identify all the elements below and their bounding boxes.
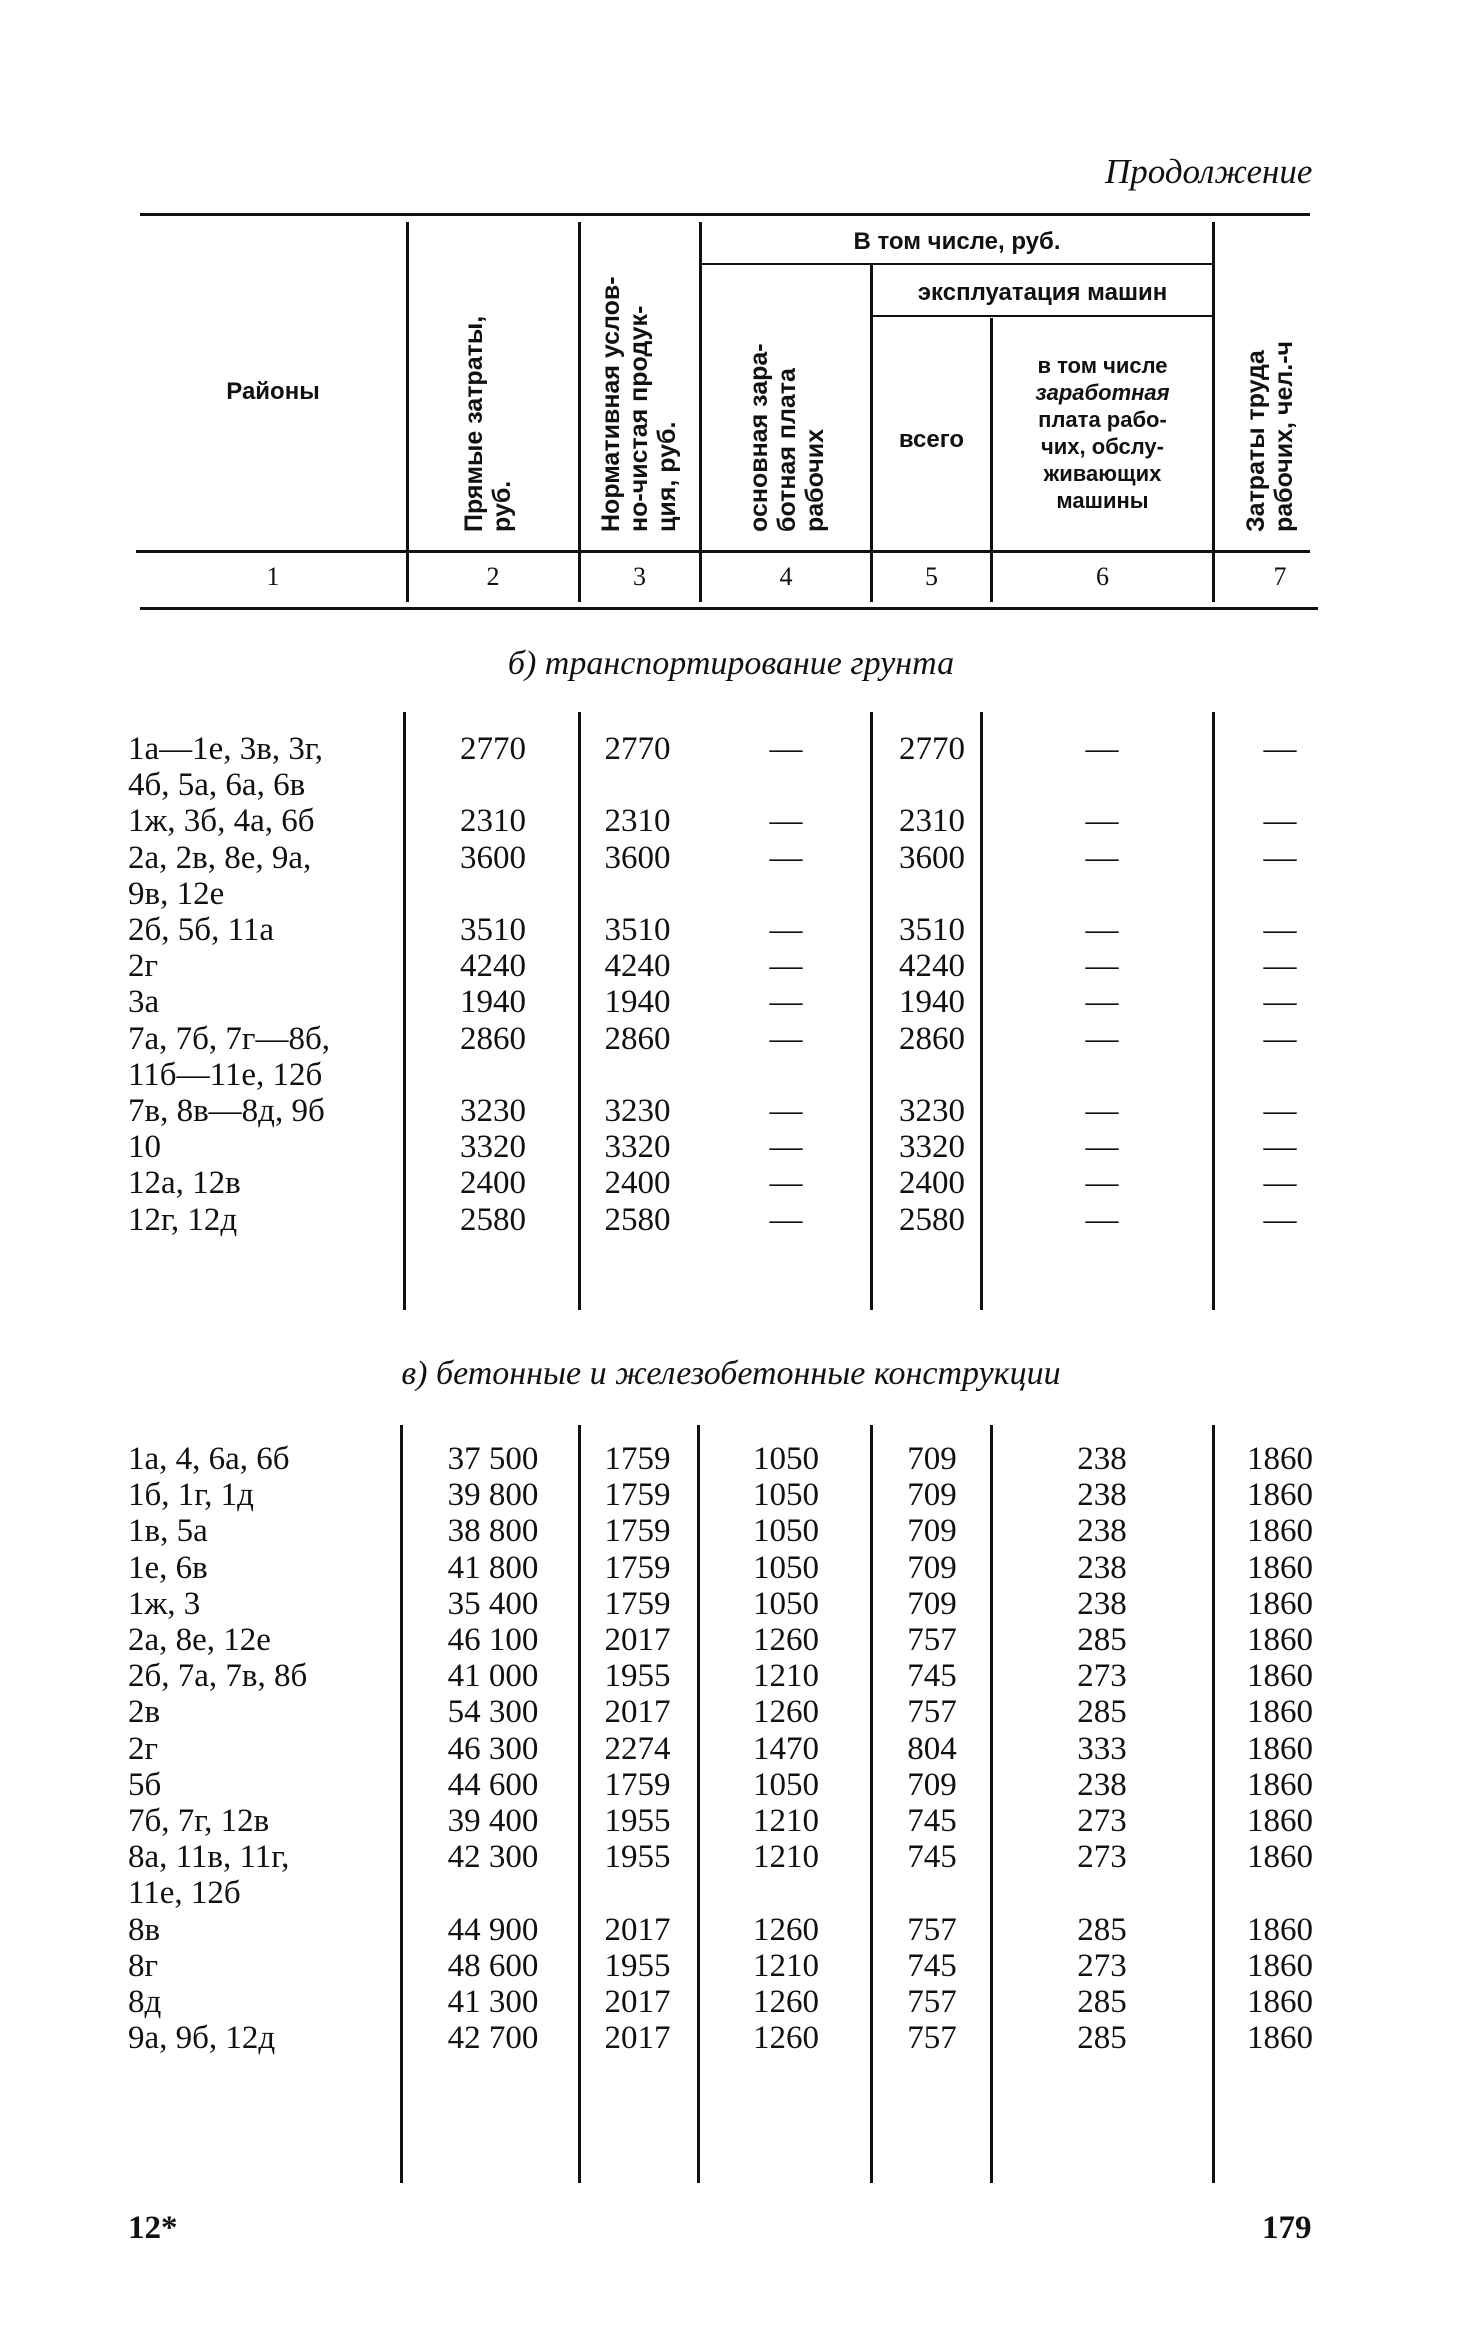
value-cell-c3: 1759: [604, 1441, 671, 1477]
value-cell-c4: —: [769, 1165, 803, 1202]
value-cell-c6: 285: [1077, 1622, 1127, 1658]
value-cell-c3: 1955: [604, 1658, 671, 1695]
value-cell-c2: 3230: [460, 1093, 526, 1129]
header-regions: Районы: [226, 378, 320, 405]
col-number-1: 1: [266, 562, 280, 591]
value-cell-c3: 3230: [604, 1093, 671, 1129]
value-cell-c3: 2310: [604, 803, 671, 840]
value-cell-c2: 2400: [460, 1165, 526, 1202]
value-cell-c2: 1940: [460, 984, 526, 1021]
value-cell-c6: 273: [1077, 1658, 1127, 1695]
value-cell-c6: —: [1085, 984, 1119, 1021]
region-cell: 2а, 8е, 12е: [128, 1622, 271, 1658]
value-cell-c4: 1260: [753, 1911, 819, 1948]
value-cell-c6: 238: [1077, 1549, 1127, 1586]
value-cell-c7: 1860: [1247, 1839, 1313, 1876]
value-cell-c7: 1860: [1247, 1441, 1313, 1477]
value-cell-c7: 1860: [1247, 1730, 1313, 1767]
region-cell: 10: [128, 1129, 161, 1166]
table-row: [0, 1202, 1462, 1239]
signature-mark: 12*: [128, 2210, 178, 2246]
value-cell-c5: 757: [907, 1622, 957, 1658]
region-cell: 12а, 12в: [128, 1165, 241, 1202]
value-cell-c3: 3600: [604, 839, 671, 876]
table-row: [0, 1948, 1462, 1985]
section-title-transport: б) транспортирование грунта: [507, 645, 955, 682]
value-cell-c4: 1050: [753, 1477, 819, 1514]
region-cell: 2б, 5б, 11а: [128, 912, 275, 948]
value-cell-c4: —: [769, 1201, 803, 1238]
value-cell-c4: —: [769, 948, 803, 985]
col-number-4: 4: [779, 562, 793, 591]
value-cell-c6: 285: [1077, 1911, 1127, 1948]
header-base-wage: основная зара- ботная плата рабочих: [745, 343, 829, 532]
header-labor-costs: Затраты труда рабочих, чел.-ч: [1242, 340, 1298, 532]
value-cell-c4: 1260: [753, 1622, 819, 1658]
region-cell: 1ж, 3б, 4а, 6б: [128, 803, 315, 840]
value-cell-c7: 1860: [1247, 1622, 1313, 1658]
table-row: [0, 948, 1462, 985]
header-bottom-rule: [136, 550, 1310, 553]
value-cell-c2: 2770: [460, 731, 526, 767]
table-row-continuation: [0, 876, 1462, 913]
value-cell-c2: 44 900: [447, 1911, 539, 1948]
value-cell-c4: 1260: [753, 1694, 819, 1731]
continuation-label: Продолжение: [1105, 152, 1313, 191]
value-cell-c3: 1955: [604, 1839, 671, 1876]
group-underline: [702, 263, 1212, 265]
value-cell-c5: 3320: [899, 1129, 965, 1166]
value-cell-c6: 285: [1077, 1984, 1127, 2020]
value-cell-c5: 745: [907, 1803, 957, 1839]
table-row: [0, 1477, 1462, 1514]
value-cell-c3: 1955: [604, 1947, 671, 1984]
table-row: [0, 2020, 1462, 2057]
table-row: [0, 912, 1462, 949]
value-cell-c4: —: [769, 912, 803, 948]
value-cell-c4: 1210: [753, 1658, 819, 1695]
value-cell-c5: 709: [907, 1441, 957, 1477]
value-cell-c7: —: [1263, 1020, 1297, 1057]
region-cell: 1а, 4, 6а, 6б: [128, 1441, 290, 1477]
numbers-bottom-rule: [140, 607, 1318, 610]
value-cell-c5: 804: [907, 1730, 957, 1767]
value-cell-c7: 1860: [1247, 1477, 1313, 1514]
value-cell-c3: 1759: [604, 1766, 671, 1803]
value-cell-c7: 1860: [1247, 1947, 1313, 1984]
region-cell: 2г: [128, 1730, 159, 1767]
value-cell-c2: 46 300: [447, 1730, 539, 1767]
region-cell: 11б—11е, 12б: [128, 1056, 323, 1093]
value-cell-c5: 2770: [899, 731, 965, 767]
value-cell-c6: 285: [1077, 2020, 1127, 2057]
table-row: [0, 840, 1462, 877]
value-cell-c2: 3510: [460, 912, 526, 948]
value-cell-c7: —: [1263, 839, 1297, 876]
value-cell-c5: 709: [907, 1513, 957, 1550]
value-cell-c3: 3320: [604, 1129, 671, 1166]
value-cell-c3: 2017: [604, 1984, 671, 2020]
header-group-title: В том числе, руб.: [853, 228, 1061, 255]
table-row: [0, 1767, 1462, 1804]
value-cell-c7: 1860: [1247, 1513, 1313, 1550]
header-divider-2: [578, 222, 581, 602]
region-cell: 9в, 12е: [128, 875, 225, 912]
table-row: [0, 1513, 1462, 1550]
value-cell-c7: 1860: [1247, 1911, 1313, 1948]
table-row: [0, 1165, 1462, 1202]
region-cell: 1а—1е, 3в, 3г,: [128, 731, 323, 767]
value-cell-c4: —: [769, 839, 803, 876]
table-row: [0, 1129, 1462, 1166]
header-divider-3: [699, 222, 702, 602]
value-cell-c6: —: [1085, 948, 1119, 985]
value-cell-c2: 2860: [460, 1020, 526, 1057]
value-cell-c2: 39 400: [447, 1803, 539, 1839]
header-divider-1: [406, 222, 409, 602]
value-cell-c5: 2400: [899, 1165, 965, 1202]
value-cell-c4: 1260: [753, 1984, 819, 2020]
value-cell-c7: 1860: [1247, 1766, 1313, 1803]
value-cell-c4: 1050: [753, 1441, 819, 1477]
region-cell: 7а, 7б, 7г—8б,: [128, 1020, 331, 1057]
value-cell-c4: —: [769, 1129, 803, 1166]
value-cell-c6: —: [1085, 1020, 1119, 1057]
value-cell-c5: 709: [907, 1477, 957, 1514]
col-number-7: 7: [1273, 562, 1287, 591]
region-cell: 7в, 8в—8д, 9б: [128, 1093, 325, 1129]
table-row: [0, 1586, 1462, 1623]
value-cell-c7: —: [1263, 731, 1297, 767]
value-cell-c4: 1210: [753, 1839, 819, 1876]
value-cell-c7: 1860: [1247, 1984, 1313, 2020]
value-cell-c3: 1940: [604, 984, 671, 1021]
value-cell-c7: —: [1263, 984, 1297, 1021]
value-cell-c7: —: [1263, 1165, 1297, 1202]
value-cell-c4: 1050: [753, 1513, 819, 1550]
col-number-3: 3: [633, 562, 646, 591]
value-cell-c6: —: [1085, 1129, 1119, 1166]
header-machine-operation: эксплуатация машин: [917, 279, 1168, 306]
header-total: всего: [898, 426, 965, 453]
value-cell-c6: 273: [1077, 1947, 1127, 1984]
value-cell-c4: 1050: [753, 1549, 819, 1586]
value-cell-c4: 1050: [753, 1766, 819, 1803]
value-cell-c4: —: [769, 984, 803, 1021]
value-cell-c2: 42 700: [447, 2020, 539, 2057]
value-cell-c3: 1759: [604, 1477, 671, 1514]
value-cell-c2: 41 000: [447, 1658, 539, 1695]
value-cell-c2: 35 400: [447, 1585, 539, 1622]
value-cell-c4: —: [769, 731, 803, 767]
table-row: [0, 1622, 1462, 1659]
value-cell-c4: —: [769, 803, 803, 840]
value-cell-c5: 1940: [899, 984, 965, 1021]
table-row: [0, 1803, 1462, 1840]
value-cell-c5: 2310: [899, 803, 965, 840]
value-cell-c4: 1210: [753, 1947, 819, 1984]
region-cell: 8д: [128, 1984, 162, 2020]
value-cell-c6: —: [1085, 912, 1119, 948]
value-cell-c2: 4240: [460, 948, 526, 985]
value-cell-c5: 757: [907, 1911, 957, 1948]
table-row: [0, 731, 1462, 768]
col-number-5: 5: [925, 562, 938, 591]
value-cell-c6: 238: [1077, 1585, 1127, 1622]
value-cell-c3: 2017: [604, 1622, 671, 1658]
value-cell-c2: 41 800: [447, 1549, 539, 1586]
value-cell-c7: —: [1263, 803, 1297, 840]
value-cell-c6: 285: [1077, 1694, 1127, 1731]
table-row-continuation: [0, 1057, 1462, 1094]
value-cell-c3: 2400: [604, 1165, 671, 1202]
value-cell-c5: 745: [907, 1839, 957, 1876]
value-cell-c6: 238: [1077, 1513, 1127, 1550]
value-cell-c3: 2580: [604, 1201, 671, 1238]
region-cell: 2в: [128, 1694, 161, 1731]
value-cell-c3: 4240: [604, 948, 671, 985]
value-cell-c6: —: [1085, 1201, 1119, 1238]
table-row-continuation: [0, 1875, 1462, 1912]
value-cell-c4: 1470: [753, 1730, 819, 1767]
value-cell-c3: 2274: [604, 1730, 671, 1767]
value-cell-c3: 2860: [604, 1020, 671, 1057]
value-cell-c7: 1860: [1247, 1803, 1313, 1839]
col-number-6: 6: [1096, 562, 1109, 591]
header-normative-production: Нормативная услов- но-чистая продук- ция, руб.: [597, 276, 681, 532]
value-cell-c2: 48 600: [447, 1947, 539, 1984]
value-cell-c5: 3600: [899, 839, 965, 876]
value-cell-c2: 39 800: [447, 1477, 539, 1514]
value-cell-c2: 3600: [460, 839, 526, 876]
value-cell-c6: —: [1085, 1093, 1119, 1129]
header-top-rule: [140, 213, 1310, 216]
table-row: [0, 1021, 1462, 1058]
value-cell-c7: —: [1263, 1093, 1297, 1129]
value-cell-c2: 44 600: [447, 1766, 539, 1803]
value-cell-c5: 709: [907, 1585, 957, 1622]
value-cell-c2: 46 100: [447, 1622, 539, 1658]
value-cell-c5: 757: [907, 1984, 957, 2020]
value-cell-c7: 1860: [1247, 2020, 1313, 2057]
value-cell-c5: 745: [907, 1947, 957, 1984]
value-cell-c5: 709: [907, 1766, 957, 1803]
value-cell-c2: 2310: [460, 803, 526, 840]
table-row: [0, 1550, 1462, 1587]
table-row: [0, 1731, 1462, 1768]
table-row: [0, 803, 1462, 840]
value-cell-c5: 745: [907, 1658, 957, 1695]
header-direct-costs: Прямые затраты, руб.: [460, 315, 516, 532]
value-cell-c4: 1260: [753, 2020, 819, 2057]
header-divider-6: [1212, 222, 1215, 602]
table-row: [0, 1984, 1462, 2021]
header-machine-wage: в том числе заработная плата рабо- чих, обслу- живающих машины: [1035, 353, 1170, 513]
col-number-2: 2: [486, 562, 500, 591]
region-cell: 8а, 11в, 11г,: [128, 1839, 290, 1876]
table-row: [0, 1441, 1462, 1478]
machines-underline: [873, 315, 1212, 317]
value-cell-c4: —: [769, 1020, 803, 1057]
table-row: [0, 1694, 1462, 1731]
section-title-concrete: в) бетонные и железобетонные конструкции: [401, 1355, 1061, 1392]
value-cell-c6: —: [1085, 1165, 1119, 1202]
region-cell: 4б, 5а, 6а, 6в: [128, 767, 306, 804]
value-cell-c7: —: [1263, 1129, 1297, 1166]
region-cell: 2г: [128, 948, 159, 985]
value-cell-c4: 1050: [753, 1585, 819, 1622]
region-cell: 5б: [128, 1766, 162, 1803]
value-cell-c3: 1759: [604, 1585, 671, 1622]
value-cell-c7: —: [1263, 1201, 1297, 1238]
table-row: [0, 1093, 1462, 1130]
value-cell-c2: 41 300: [447, 1984, 539, 2020]
table-row: [0, 1839, 1462, 1876]
value-cell-c2: 37 500: [447, 1441, 539, 1477]
value-cell-c2: 38 800: [447, 1513, 539, 1550]
value-cell-c3: 1955: [604, 1803, 671, 1839]
region-cell: 1е, 6в: [128, 1549, 208, 1586]
region-cell: 11е, 12б: [128, 1875, 241, 1912]
value-cell-c3: 2770: [604, 731, 671, 767]
region-cell: 8г: [128, 1947, 159, 1984]
value-cell-c3: 2017: [604, 2020, 671, 2057]
value-cell-c7: —: [1263, 948, 1297, 985]
value-cell-c6: 238: [1077, 1441, 1127, 1477]
value-cell-c2: 54 300: [447, 1694, 539, 1731]
value-cell-c2: 42 300: [447, 1839, 539, 1876]
value-cell-c7: —: [1263, 912, 1297, 948]
region-cell: 9а, 9б, 12д: [128, 2020, 276, 2057]
value-cell-c6: 273: [1077, 1803, 1127, 1839]
value-cell-c5: 757: [907, 1694, 957, 1731]
value-cell-c3: 2017: [604, 1694, 671, 1731]
table-row-continuation: [0, 767, 1462, 804]
value-cell-c6: —: [1085, 803, 1119, 840]
value-cell-c5: 757: [907, 2020, 957, 2057]
region-cell: 2б, 7а, 7в, 8б: [128, 1658, 308, 1695]
value-cell-c7: 1860: [1247, 1549, 1313, 1586]
region-cell: 1ж, 3: [128, 1585, 201, 1622]
table-row: [0, 984, 1462, 1021]
region-cell: 7б, 7г, 12в: [128, 1803, 270, 1839]
value-cell-c7: 1860: [1247, 1658, 1313, 1695]
value-cell-c6: 333: [1077, 1730, 1127, 1767]
value-cell-c5: 2580: [899, 1201, 965, 1238]
value-cell-c7: 1860: [1247, 1694, 1313, 1731]
value-cell-c2: 3320: [460, 1129, 526, 1166]
region-cell: 12г, 12д: [128, 1201, 238, 1238]
value-cell-c5: 2860: [899, 1020, 965, 1057]
value-cell-c6: 273: [1077, 1839, 1127, 1876]
region-cell: 2а, 2в, 8е, 9а,: [128, 839, 312, 876]
table-row: [0, 1912, 1462, 1949]
value-cell-c3: 1759: [604, 1549, 671, 1586]
region-cell: 8в: [128, 1911, 161, 1948]
value-cell-c6: 238: [1077, 1766, 1127, 1803]
value-cell-c5: 4240: [899, 948, 965, 985]
value-cell-c5: 3230: [899, 1093, 965, 1129]
region-cell: 1в, 5а: [128, 1513, 208, 1550]
value-cell-c6: —: [1085, 731, 1119, 767]
value-cell-c7: 1860: [1247, 1585, 1313, 1622]
value-cell-c4: 1210: [753, 1803, 819, 1839]
value-cell-c5: 709: [907, 1549, 957, 1586]
value-cell-c4: —: [769, 1093, 803, 1129]
value-cell-c3: 2017: [604, 1911, 671, 1948]
table-row: [0, 1658, 1462, 1695]
value-cell-c3: 1759: [604, 1513, 671, 1550]
value-cell-c6: 238: [1077, 1477, 1127, 1514]
page-number: 179: [1262, 2210, 1312, 2246]
region-cell: 3а: [128, 984, 160, 1021]
region-cell: 1б, 1г, 1д: [128, 1477, 254, 1514]
value-cell-c5: 3510: [899, 912, 965, 948]
value-cell-c2: 2580: [460, 1201, 526, 1238]
value-cell-c3: 3510: [604, 912, 671, 948]
value-cell-c6: —: [1085, 839, 1119, 876]
